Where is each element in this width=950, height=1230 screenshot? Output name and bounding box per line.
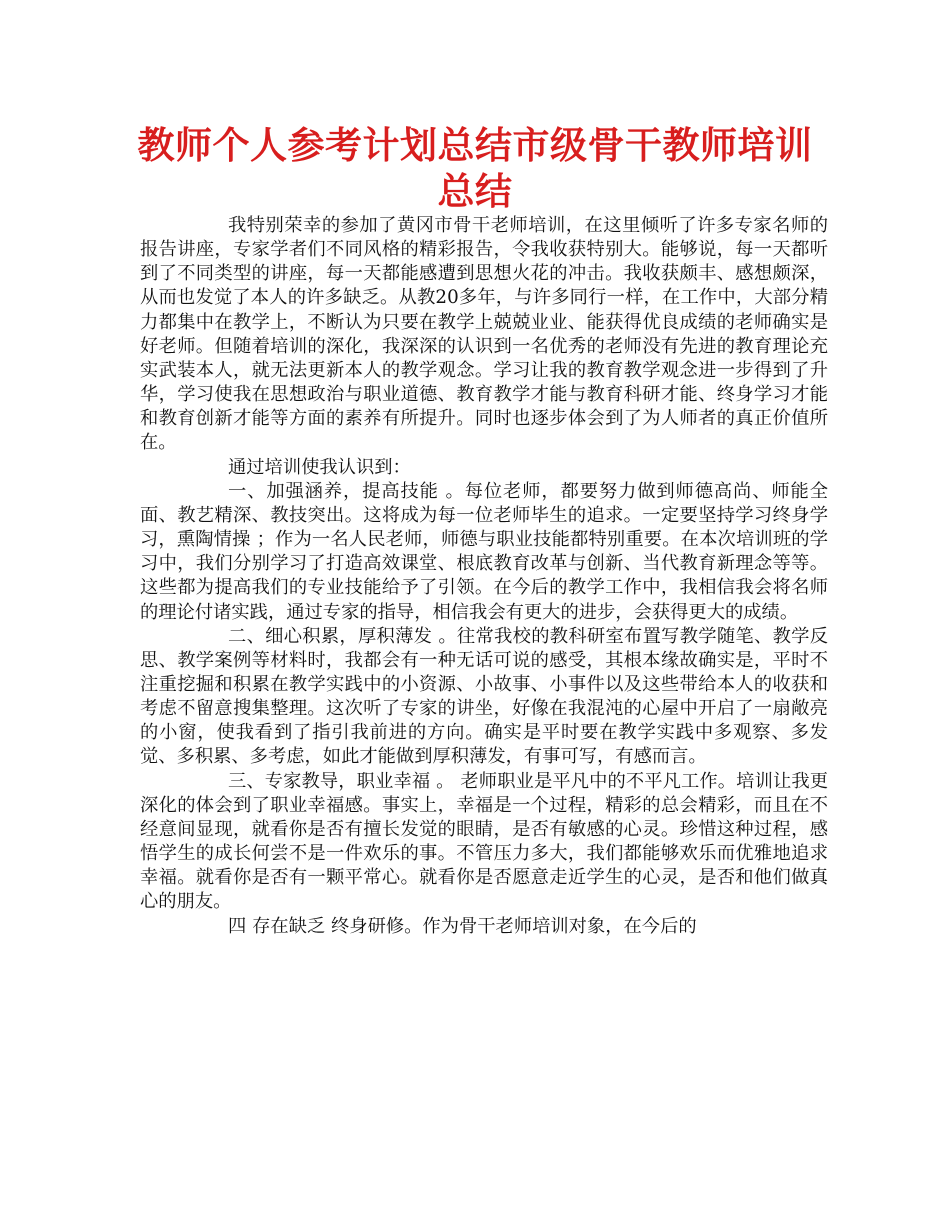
document-body	[140, 214, 828, 939]
paragraph-point-two: 二、细心积累，厚积薄发 。往常我校的教科研室布置写教学随笔、教学反思、教学案例等材料时，我都会有一种无话可说的感受，其根本缘故确实是，平时不注重挖掘和积累在教学实践中的小资源、小故事、小事件以及这些带给本人的收获和考虑不留意搜集整理。这次听了专家的讲坐，好像在我混沌的心屋中开启了一扇敞亮的小窗，使我看到了指引我前进的方向。确实是平时要在教学实践中多观察、多发觉、多积累、多考虑，如此才能做到厚积薄发，有事可写，有感而言。	[140, 625, 828, 768]
paragraph-point-four: 四 存在缺乏 终身研修。作为骨干老师培训对象，在今后的	[228, 915, 697, 937]
paragraph-intro: 我特别荣幸的参加了黄冈市骨干老师培训，在这里倾听了许多专家名师的报告讲座，专家学者们不同风格的精彩报告，令我收获特别大。能够说，每一天都听到了不同类型的讲座，每一天都能感遭到思想火花的冲击。我收获颇丰、感想颇深，从而也发觉了本人的许多缺乏。从教20多年，与许多同行一样，在工作中，大部分精力都集中在教学上，不断认为只要在教学上兢兢业业、能获得优良成绩的老师确实是好老师。但随着培训的深化，我深深的认识到一名优秀的老师没有先进的教育理论充实武装本人，就无法更新本人的教学观念。学习让我的教育教学观念进一步得到了升华，学习使我在思想政治与职业道德、教育教学才能与教育科研才能、终身学习才能和教育创新才能等方面的素养有所提升。同时也逐步体会到了为人师者的真正价值所在。	[140, 215, 828, 454]
paragraph-lead-in: 通过培训使我认识到：	[228, 456, 411, 478]
document-title: 教师个人参考计划总结市级骨干教师培训总结	[137, 123, 813, 213]
paragraph-point-one: 一、加强涵养，提高技能 。每位老师，都要努力做到师德高尚、师能全面、教艺精深、教技突出。这将成为每一位老师毕生的追求。一定要坚持学习终身学习，熏陶情操 ；作为一名人民老师，师德与职业技能都特别重要。在本次培训班的学习中，我们分别学习了打造高效课堂、根底教育改革与创新、当代教育新理念等等。这些都为提高我们的专业技能给予了引领。在今后的教学工作中，我相信我会将名师的理论付诸实践，通过专家的指导，相信我会有更大的进步，会获得更大的成绩。	[140, 480, 828, 623]
paragraph-point-three: 三、专家教导，职业幸福 。 老师职业是平凡中的不平凡工作。培训让我更深化的体会到了职业幸福感。事实上，幸福是一个过程，精彩的总会精彩，而且在不经意间显现，就看你是否有擅长发觉的眼睛，是否有敏感的心灵。珍惜这种过程，感悟学生的成长何尝不是一件欢乐的事。不管压力多大，我们都能够欢乐而优雅地追求幸福。就看你是否有一颗平常心。就看你是否愿意走近学生的心灵，是否和他们做真心的朋友。	[140, 770, 828, 913]
